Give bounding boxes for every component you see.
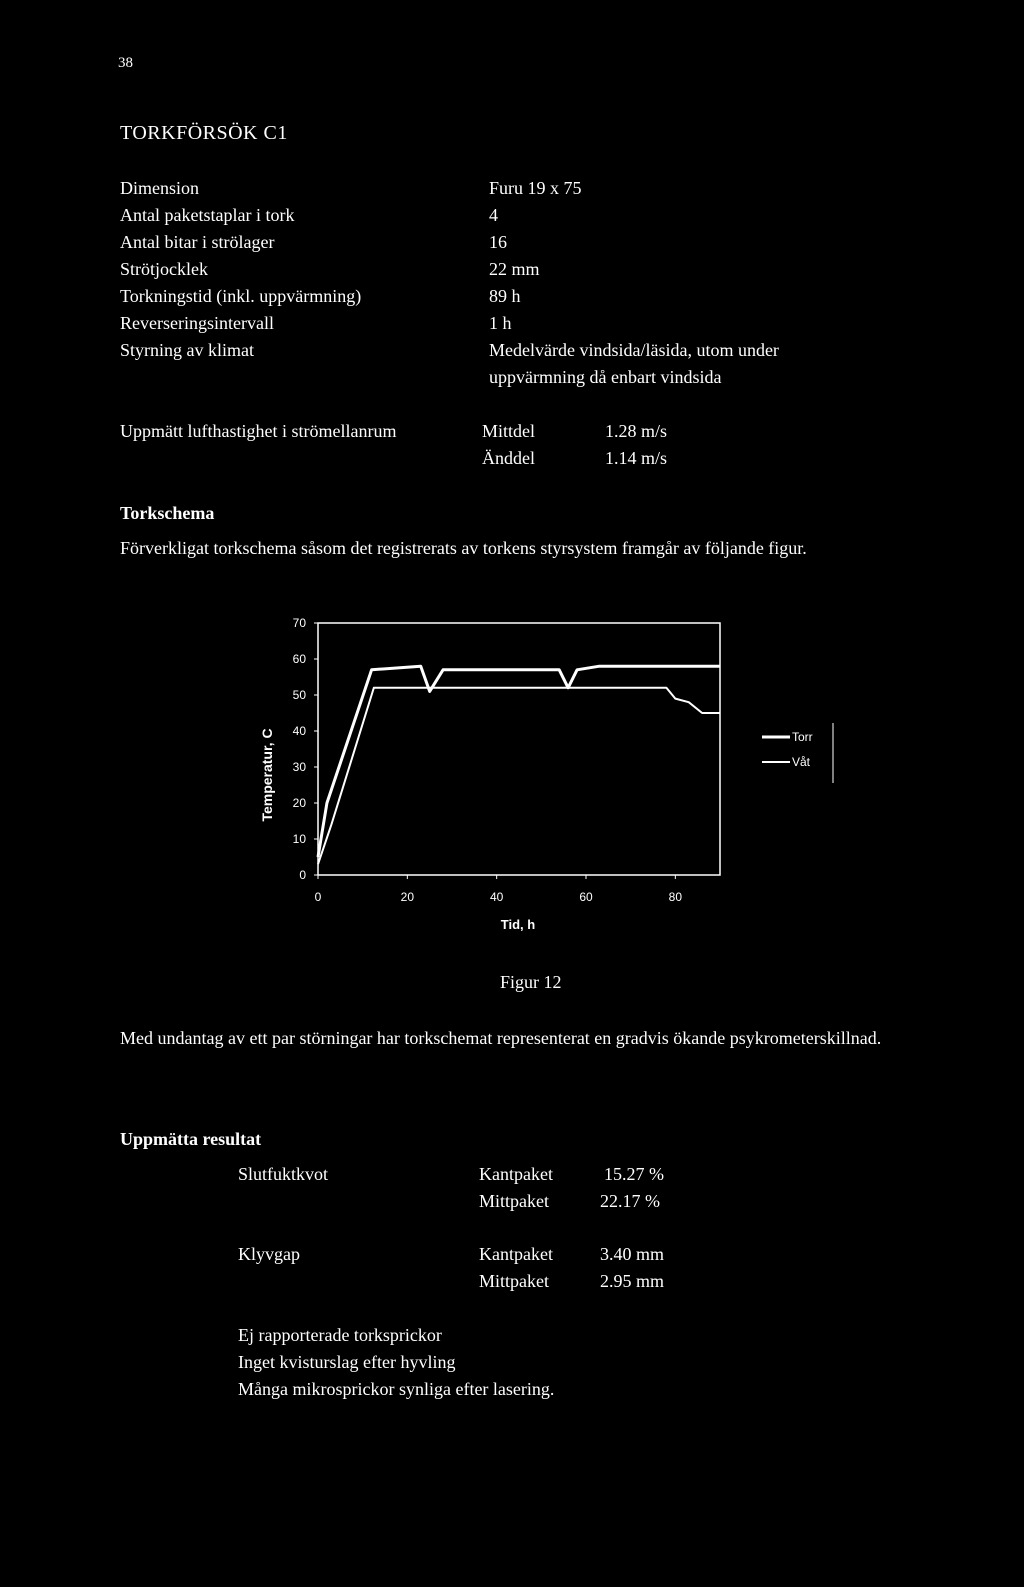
x-tick-label: 40 (489, 890, 504, 904)
x-tick-label: 80 (668, 890, 683, 904)
y-tick-label: 50 (292, 688, 306, 702)
y-tick-label: 20 (292, 796, 306, 810)
spec-value: 1 h (489, 313, 512, 333)
spec-value: 16 (489, 232, 507, 252)
legend-label: Våt (792, 755, 811, 769)
result-part: Kantpaket (479, 1244, 553, 1264)
spec-value-continuation: uppvärmning då enbart vindsida (489, 367, 722, 387)
y-tick-label: 60 (292, 652, 306, 666)
result-note: Många mikrosprickor synliga efter lasering. (238, 1379, 555, 1399)
y-tick-label: 40 (292, 724, 306, 738)
y-tick-label: 30 (292, 760, 306, 774)
result-value: 22.17 % (600, 1191, 660, 1211)
series-line-våt (318, 688, 720, 864)
result-value: 3.40 mm (600, 1244, 665, 1264)
result-note: Ej rapporterade torksprickor (238, 1325, 442, 1345)
spec-label: Dimension (120, 178, 199, 198)
spec-label: Reverseringsintervall (120, 313, 274, 333)
chart-plot-area (318, 623, 720, 875)
result-part: Mittpaket (479, 1271, 549, 1291)
result-label: Klyvgap (238, 1244, 300, 1264)
spec-label: Strötjocklek (120, 259, 208, 279)
drying-schedule-chart (250, 605, 850, 945)
result-part: Kantpaket (479, 1164, 553, 1184)
result-value: 15.27 % (604, 1164, 664, 1184)
y-axis-label: Temperatur, C (259, 728, 275, 822)
chart-series (318, 666, 720, 864)
spec-value: 89 h (489, 286, 521, 306)
spec-value: Furu 19 x 75 (489, 178, 582, 198)
plot-frame (318, 623, 720, 875)
x-tick-label: 0 (314, 890, 322, 904)
spec-label: Antal bitar i strölager (120, 232, 275, 252)
x-axis-label: Tid, h (500, 917, 536, 932)
section-heading-schedule: Torkschema (120, 503, 215, 523)
section-heading-results: Uppmätta resultat (120, 1129, 262, 1149)
schedule-text: Förverkligat torkschema såsom det registrerats av torkens styrsystem framgår av följande figur. (120, 538, 807, 558)
result-part: Mittpaket (479, 1191, 549, 1211)
legend-label: Torr (792, 730, 813, 744)
spec-label: Styrning av klimat (120, 340, 254, 360)
y-tick-label: 70 (292, 616, 306, 630)
y-tick-label: 10 (292, 832, 306, 846)
figure-caption: Figur 12 (500, 972, 562, 992)
chart-legend (762, 723, 833, 783)
spec-value: 4 (489, 205, 498, 225)
spec-label: Torkningstid (inkl. uppvärmning) (120, 286, 362, 306)
spec-value: Medelvärde vindsida/läsida, utom under (489, 340, 779, 360)
spec-value: 22 mm (489, 259, 540, 279)
page-title: TORKFÖRSÖK C1 (120, 122, 288, 144)
result-value: 2.95 mm (600, 1271, 665, 1291)
x-tick-label: 60 (579, 890, 593, 904)
airflow-value: 1.28 m/s (605, 421, 668, 441)
airflow-value: 1.14 m/s (605, 448, 668, 468)
airflow-part: Mittdel (482, 421, 535, 441)
result-label: Slutfuktkvot (238, 1164, 329, 1184)
series-line-torr (318, 666, 720, 857)
airflow-part: Änddel (482, 448, 535, 468)
page-number: 38 (118, 55, 133, 71)
result-note: Inget kvisturslag efter hyvling (238, 1352, 456, 1372)
airflow-label: Uppmätt lufthastighet i strömellanrum (120, 421, 397, 441)
conclusion-text: Med undantag av ett par störningar har torkschemat representerat en gradvis ökande psykrometerskillnad. (120, 1028, 882, 1048)
y-tick-label: 0 (299, 868, 306, 882)
x-tick-label: 20 (400, 890, 415, 904)
spec-label: Antal paketstaplar i tork (120, 205, 295, 225)
